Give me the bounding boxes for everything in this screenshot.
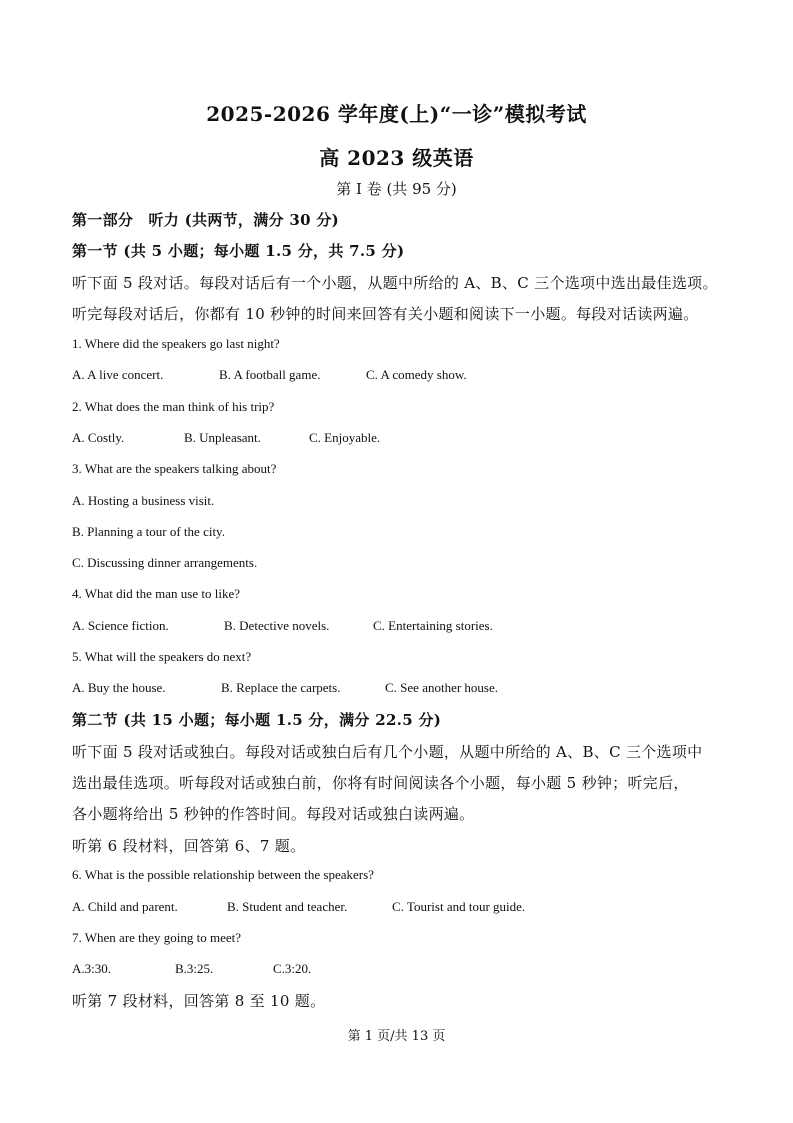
q1-option-b: B. A football game. [219,367,321,382]
question-5: 5. What will the speakers do next? [72,649,252,664]
exam-subtitle: 高 2023 级英语 [319,146,474,170]
q7-option-b: B.3:25. [175,961,214,976]
question-2: 2. What does the man think of his trip? [72,399,275,414]
q6-option-b: B. Student and teacher. [227,899,348,914]
q5-option-c: C. See another house. [385,680,499,695]
section1-instruction-1: 听下面 5 段对话。每段对话后有一个小题，从题中所给的 A、B、C 三个选项中选出最佳选项。 [72,274,718,292]
material-7-heading: 听第 7 段材料，回答第 8 至 10 题。 [72,992,326,1010]
q5-option-b: B. Replace the carpets. [221,680,341,695]
q4-option-a: A. Science fiction. [72,618,169,633]
part1-heading: 第一部分 听力 (共两节，满分 30 分) [72,211,340,229]
question-7: 7. When are they going to meet? [72,930,242,945]
question-1: 1. Where did the speakers go last night? [72,336,280,351]
page-footer: 第 1 页/共 13 页 [347,1029,446,1044]
exam-title: 2025-2026 学年度(上)“一诊”模拟考试 [206,102,587,126]
q5-option-a: A. Buy the house. [72,680,166,695]
q4-option-c: C. Entertaining stories. [373,618,493,633]
section2-instruction-3: 各小题将给出 5 秒钟的作答时间。每段对话或独白读两遍。 [72,805,475,823]
volume-heading: 第 I 卷 (共 95 分) [336,180,457,198]
q6-option-c: C. Tourist and tour guide. [392,899,526,914]
q4-option-b: B. Detective novels. [224,618,330,633]
question-4: 4. What did the man use to like? [72,586,240,601]
q1-option-c: C. A comedy show. [366,367,467,382]
section2-instruction-2: 选出最佳选项。听每段对话或独白前，你将有时间阅读各个小题，每小题 5 秒钟；听完后， [72,774,689,792]
q3-option-b: B. Planning a tour of the city. [72,524,225,539]
q2-option-c: C. Enjoyable. [309,430,381,445]
q3-option-a: A. Hosting a business visit. [72,493,215,508]
section2-heading: 第二节 (共 15 小题；每小题 1.5 分，满分 22.5 分) [72,711,442,729]
question-3: 3. What are the speakers talking about? [72,461,277,476]
material-6-heading: 听第 6 段材料，回答第 6、7 题。 [72,837,306,855]
q7-option-a: A.3:30. [72,961,111,976]
question-6: 6. What is the possible relationship between the speakers? [72,867,374,882]
q1-option-a: A. A live concert. [72,367,164,382]
section2-instruction-1: 听下面 5 段对话或独白。每段对话或独白后有几个小题，从题中所给的 A、B、C 三个选项中 [72,743,703,761]
q2-option-b: B. Unpleasant. [184,430,261,445]
section1-instruction-2: 听完每段对话后，你都有 10 秒钟的时间来回答有关小题和阅读下一小题。每段对话读两遍。 [72,305,699,323]
q7-option-c: C.3:20. [273,961,312,976]
q6-option-a: A. Child and parent. [72,899,178,914]
q3-option-c: C. Discussing dinner arrangements. [72,555,258,570]
section1-heading: 第一节 (共 5 小题；每小题 1.5 分，共 7.5 分) [72,242,405,260]
q2-option-a: A. Costly. [72,430,125,445]
